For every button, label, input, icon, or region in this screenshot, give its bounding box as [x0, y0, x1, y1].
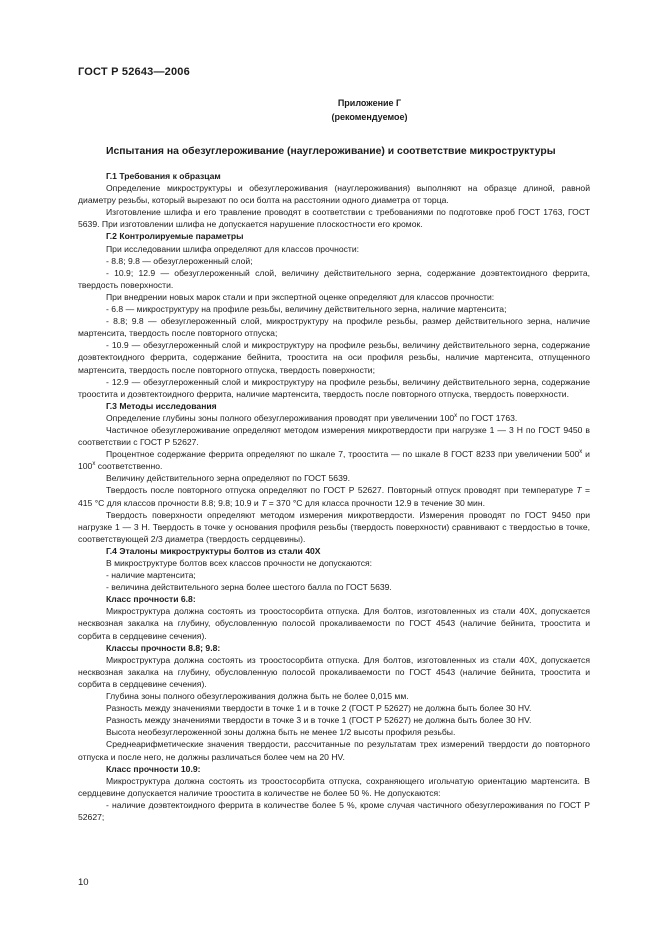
paragraph: В микроструктуре болтов всех классов прочности не допускаются:	[106, 558, 373, 568]
paragraph: - наличие доэвтектоидного феррита в количестве более 5 %, кроме случая частичного обезуглероживания по ГОСТ Р 52627;	[78, 799, 590, 822]
appendix-label: Приложение Г	[337, 98, 402, 108]
paragraph: При исследовании шлифа определяют для классов прочности:	[106, 243, 360, 254]
paragraph: - 8.8; 9.8 — обезуглероженный слой, микроструктуру на профиле резьбы, размер действительного зерна, наличие мартенсита, твердость после повторного отпуска;	[78, 316, 590, 339]
paragraph: - величина действительного зерна более шестого балла по ГОСТ 5639.	[106, 582, 392, 593]
section-heading: Г.4 Эталоны микроструктуры болтов из стали 40Х	[106, 545, 321, 556]
paragraph: - 10.9; 12.9 — обезуглероженный слой, величину действительного зерна, содержание доэвтектоидного феррита, твердость поверхности.	[78, 267, 590, 290]
section-heading: Г.3 Методы исследования	[106, 400, 217, 411]
paragraph: Микроструктура должна состоять из троостосорбита отпуска. Для болтов, изготовленных из стали 40Х, допускается несквозная закалка на глубину, обусловленную полосой прокаливаемости по ГОСТ 4543 (наличие бейнита, троостита и сорбита в сердцевине сечения).	[78, 606, 590, 641]
paragraph: Разность между значениями твердости в точке 1 и в точке 2 (ГОСТ Р 52627) не должна быть более 30 HV.	[106, 703, 532, 714]
section-heading: Классы прочности 8.8; 9.8:	[106, 642, 221, 653]
appendix-status: (рекомендуемое)	[331, 112, 408, 122]
paragraph: Изготовление шлифа и его травление проводят в соответствии с требованиями по подготовке проб ГОСТ 1763, ГОСТ 5639. При изготовлении шлифа не допускается нарушение плоскостности его кромок.	[78, 207, 590, 230]
section-heading: Класс прочности 6.8:	[106, 594, 196, 605]
paragraph: Процентное содержание феррита определяют по шкале 7, троостита — по шкале 8 ГОСТ 8233 при увеличении 500$^x$ и 100$^x$ соответственно.	[78, 449, 590, 472]
paragraph: Высота необезуглероженной зоны должна быть не менее 1/2 высоты профиля резьбы.	[106, 727, 456, 738]
section-heading: Г.1 Требования к образцам	[106, 171, 221, 181]
paragraph: Глубина зоны полного обезуглероживания должна быть не более 0,015 мм.	[106, 691, 409, 702]
paragraph: Микроструктура должна состоять из троостосорбита отпуска. Для болтов, изготовленных из стали 40Х, допускается несквозная закалка на глубину, обусловленную полосой прокаливаемости по ГОСТ 4543 (наличие бейнита, троостита и сорбита в сердцевине сечения).	[78, 654, 590, 689]
appendix-title: Испытания на обезуглероживание (науглероживание) и соответствие микроструктуры	[106, 146, 556, 157]
paragraph: Твердость поверхности определяют методом измерения микротвердости. Измерения проводят по ГОСТ 9450 при нагрузке 1 — 3 Н. Твердость в точке у основания профиля резьбы (твердость поверхности) сравнивают с твердостью в точке, соответствующей 2/3 диаметра (твердость сердцевины).	[78, 509, 590, 544]
paragraph: - 12.9 — обезуглероженный слой и микроструктуру на профиле резьбы, величину действительного зерна, содержание троостита и доэвтектоидного феррита, наличие мартенсита, твердость после повторного отпуска, твердость поверхности.	[78, 376, 590, 399]
paragraph: Величину действительного зерна определяют по ГОСТ 5639.	[106, 473, 351, 484]
paragraph: - 8.8; 9.8 — обезуглероженный слой;	[106, 255, 253, 266]
appendix-caption	[0, 96, 661, 124]
paragraph: Определение глубины зоны полного обезуглероживания проводят при увеличении 100$^x$ по ГОСТ 1763.	[106, 412, 518, 423]
paragraph: При внедрении новых марок стали и при экспертной оценке определяют для классов прочности:	[106, 291, 495, 302]
paragraph: Твердость после повторного отпуска определяют по ГОСТ Р 52627. Повторный отпуск проводят при температуре Т = 415 °С для классов прочности 8.8; 9.8; 10.9 и Т = 370 °С для класса прочности 12.9 в течение 30 мин.	[78, 485, 591, 508]
paragraph: Среднеарифметические значения твердости, рассчитанные по результатам трех измерений твердости до повторного отпуска и после него, не должны различаться более чем на 20 HV.	[78, 739, 590, 762]
document-body	[78, 170, 590, 823]
page-header: ГОСТ Р 52643—2006	[78, 66, 190, 78]
section-heading: Г.2 Контролируемые параметры	[106, 231, 244, 242]
paragraph: - 6.8 — микроструктуру на профиле резьбы, величину действительного зерна, наличие мартенсита;	[106, 304, 507, 315]
paragraph: Разность между значениями твердости в точке 3 и в точке 1 (ГОСТ Р 52627) не должна быть более 30 HV.	[106, 715, 532, 726]
paragraph: - наличие мартенсита;	[106, 570, 196, 581]
paragraph: - 10.9 — обезуглероженный слой и микроструктуру на профиле резьбы, величину действительного зерна, содержание доэвтектоидного феррита, содержание бейнита, троостита на оси профиля резьбы, наличие мартенсита, отпущенного мартенсита, твердость после повторного отпуска, твердость поверхности;	[78, 340, 590, 375]
paragraph: Микроструктура должна состоять из троостосорбита отпуска, сохраняющего игольчатую ориентацию мартенсита. В сердцевине допускается наличие троостита в количестве не более 50 %. Не допускаются:	[78, 775, 590, 798]
page-number: 10	[78, 877, 89, 888]
paragraph: Частичное обезуглероживание определяют методом измерения микротвердости при нагрузке 1 — 3 Н по ГОСТ 9450 в соответствии с ГОСТ Р 52627.	[78, 424, 590, 448]
paragraph: Определение микроструктуры и обезуглероживания (науглероживания) выполняют на образце длиной, равной диаметру резьбы, который вырезают по оси болта на расстоянии одного диаметра от торца.	[78, 183, 590, 206]
section-heading: Класс прочности 10.9:	[106, 763, 201, 774]
